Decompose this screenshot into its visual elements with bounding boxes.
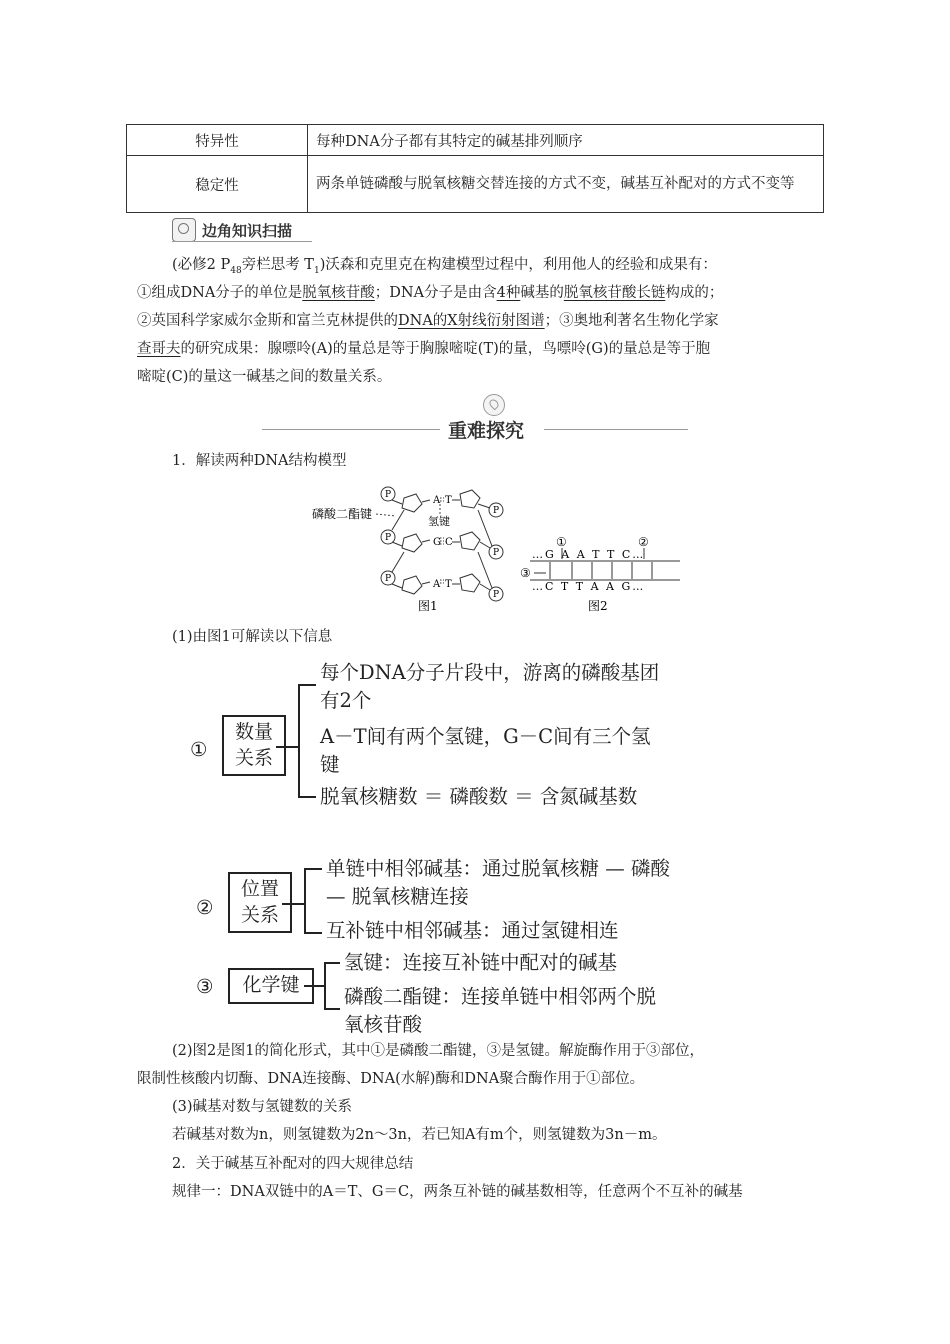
magnifier-icon xyxy=(172,218,196,242)
phosphate-label: P xyxy=(492,548,500,558)
property-table xyxy=(126,124,824,213)
section-title: 重难探究 xyxy=(448,420,525,442)
base-A: A xyxy=(433,579,441,590)
diagram-line: 键 xyxy=(320,753,340,776)
phosphate-label: P xyxy=(492,590,500,600)
table-key: 稳定性 xyxy=(127,156,308,213)
paragraph-2a: (2)图2是图1的简化形式，其中①是磷酸二酯键，③是氢键。解旋酶作用于③部位， xyxy=(172,1043,704,1059)
base-T: T xyxy=(445,579,452,590)
diagram-1-number: ① xyxy=(190,738,208,761)
quantity-relation-box: 数量 关系 xyxy=(222,715,286,776)
diagram-line: 每个DNA分子片段中，游离的磷酸基团 xyxy=(320,661,660,684)
side-line-4: 查哥夫的研究成果：腺嘌呤(A)的量总是等于胸腺嘧啶(T)的量，鸟嘌呤(G)的量总是等于胞 xyxy=(137,341,711,357)
paragraph-5: 规律一：DNA双链中的A＝T、G＝C，两条互补链的碱基数相等，任意两个不互补的碱基 xyxy=(172,1184,743,1200)
base-G: G xyxy=(433,537,441,548)
diagram-line: 氢键：连接互补链中配对的碱基 xyxy=(344,951,618,974)
paragraph-4: 若碱基对数为n，则氢键数为2n～3n，若已知A有m个，则氢键数为3n－m。 xyxy=(172,1127,667,1143)
phosphate-label: P xyxy=(384,574,392,584)
chemical-bond-box: 化学键 xyxy=(228,968,314,1004)
diagram-line: 互补链中相邻碱基：通过氢键相连 xyxy=(326,919,619,942)
figure-2-caption: 图2 xyxy=(588,599,608,613)
location-pin-icon xyxy=(483,394,505,416)
banner-title: 边角知识扫描 xyxy=(202,221,293,240)
diagram-line: A－T间有两个氢键，G－C间有三个氢 xyxy=(320,725,651,748)
dna-figures xyxy=(300,480,700,620)
connector xyxy=(304,985,324,987)
heading-1: 1．解读两种DNA结构模型 xyxy=(172,453,347,469)
banner-divider xyxy=(172,241,312,242)
diagram-line: — 脱氧核糖连接 xyxy=(326,885,469,908)
side-line-2: ①组成DNA分子的单位是脱氧核苷酸；DNA分子是由含4种碱基的脱氧核苷酸长链构成的； xyxy=(137,285,724,301)
bottom-strand: …C T T A A G… xyxy=(532,580,646,593)
diagram-2-number: ② xyxy=(196,896,214,919)
connector xyxy=(276,746,298,748)
table-value: 每种DNA分子都有其特定的碱基排列顺序 xyxy=(308,125,824,156)
diagram-line: 脱氧核糖数 ＝ 磷酸数 ＝ 含氮碱基数 xyxy=(320,785,638,808)
base-T: T xyxy=(445,495,452,506)
label-phosphodiester: 磷酸二酯键 xyxy=(312,507,373,521)
bracket xyxy=(304,868,322,934)
heading-2: 2．关于碱基互补配对的四大规律总结 xyxy=(172,1156,414,1172)
phosphate-label: P xyxy=(384,490,392,500)
table-value: 两条单链磷酸与脱氧核糖交替连接的方式不变，碱基互补配对的方式不变等 xyxy=(308,156,824,213)
diagram-line: 有2个 xyxy=(320,689,372,712)
section-rule-left xyxy=(262,429,440,430)
side-knowledge-banner xyxy=(172,218,292,242)
diagram-3-number: ③ xyxy=(196,975,214,998)
table-row xyxy=(127,125,824,156)
sub-heading-1: (1)由图1可解读以下信息 xyxy=(172,629,333,645)
table-row xyxy=(127,156,824,213)
diagram-line: 氧核苷酸 xyxy=(344,1013,423,1036)
phosphate-label: P xyxy=(492,506,500,516)
label-hydrogen-bond: 氢键 xyxy=(428,515,450,528)
connector xyxy=(282,903,304,905)
marker-1: ① xyxy=(556,535,567,549)
phosphate-label: P xyxy=(384,533,392,543)
paragraph-2b: 限制性核酸内切酶、DNA连接酶、DNA(水解)酶和DNA聚合酶作用于①部位。 xyxy=(137,1071,645,1087)
side-line-1: (必修2 $P_{48}$旁栏思考 $T_1$)沃森和克里克在构建模型过程中，利用他人的经验和成果有： xyxy=(172,257,717,276)
bracket xyxy=(324,962,340,1010)
figure-1-caption: 图1 xyxy=(418,599,438,613)
diagram-line: 单链中相邻碱基：通过脱氧核糖 — 磷酸 xyxy=(326,857,670,880)
diagram-line: 磷酸二酯键：连接单链中相邻两个脱 xyxy=(344,985,657,1008)
bracket xyxy=(298,684,316,798)
table-key: 特异性 xyxy=(127,125,308,156)
paragraph-3: (3)碱基对数与氢键数的关系 xyxy=(172,1099,353,1115)
marker-3: ③ xyxy=(520,566,531,580)
base-A: A xyxy=(433,495,441,506)
top-strand: …G A A T T C… xyxy=(532,548,646,561)
section-rule-right xyxy=(544,429,688,430)
side-line-3: ②英国科学家威尔金斯和富兰克林提供的DNA的X射线衍射图谱；③奥地利著名生物化学家 xyxy=(137,313,719,329)
position-relation-box: 位置 关系 xyxy=(228,872,292,933)
marker-2: ② xyxy=(638,535,649,549)
base-C: C xyxy=(445,537,453,548)
side-line-5: 嘧啶(C)的量这一碱基之间的数量关系。 xyxy=(137,369,392,385)
